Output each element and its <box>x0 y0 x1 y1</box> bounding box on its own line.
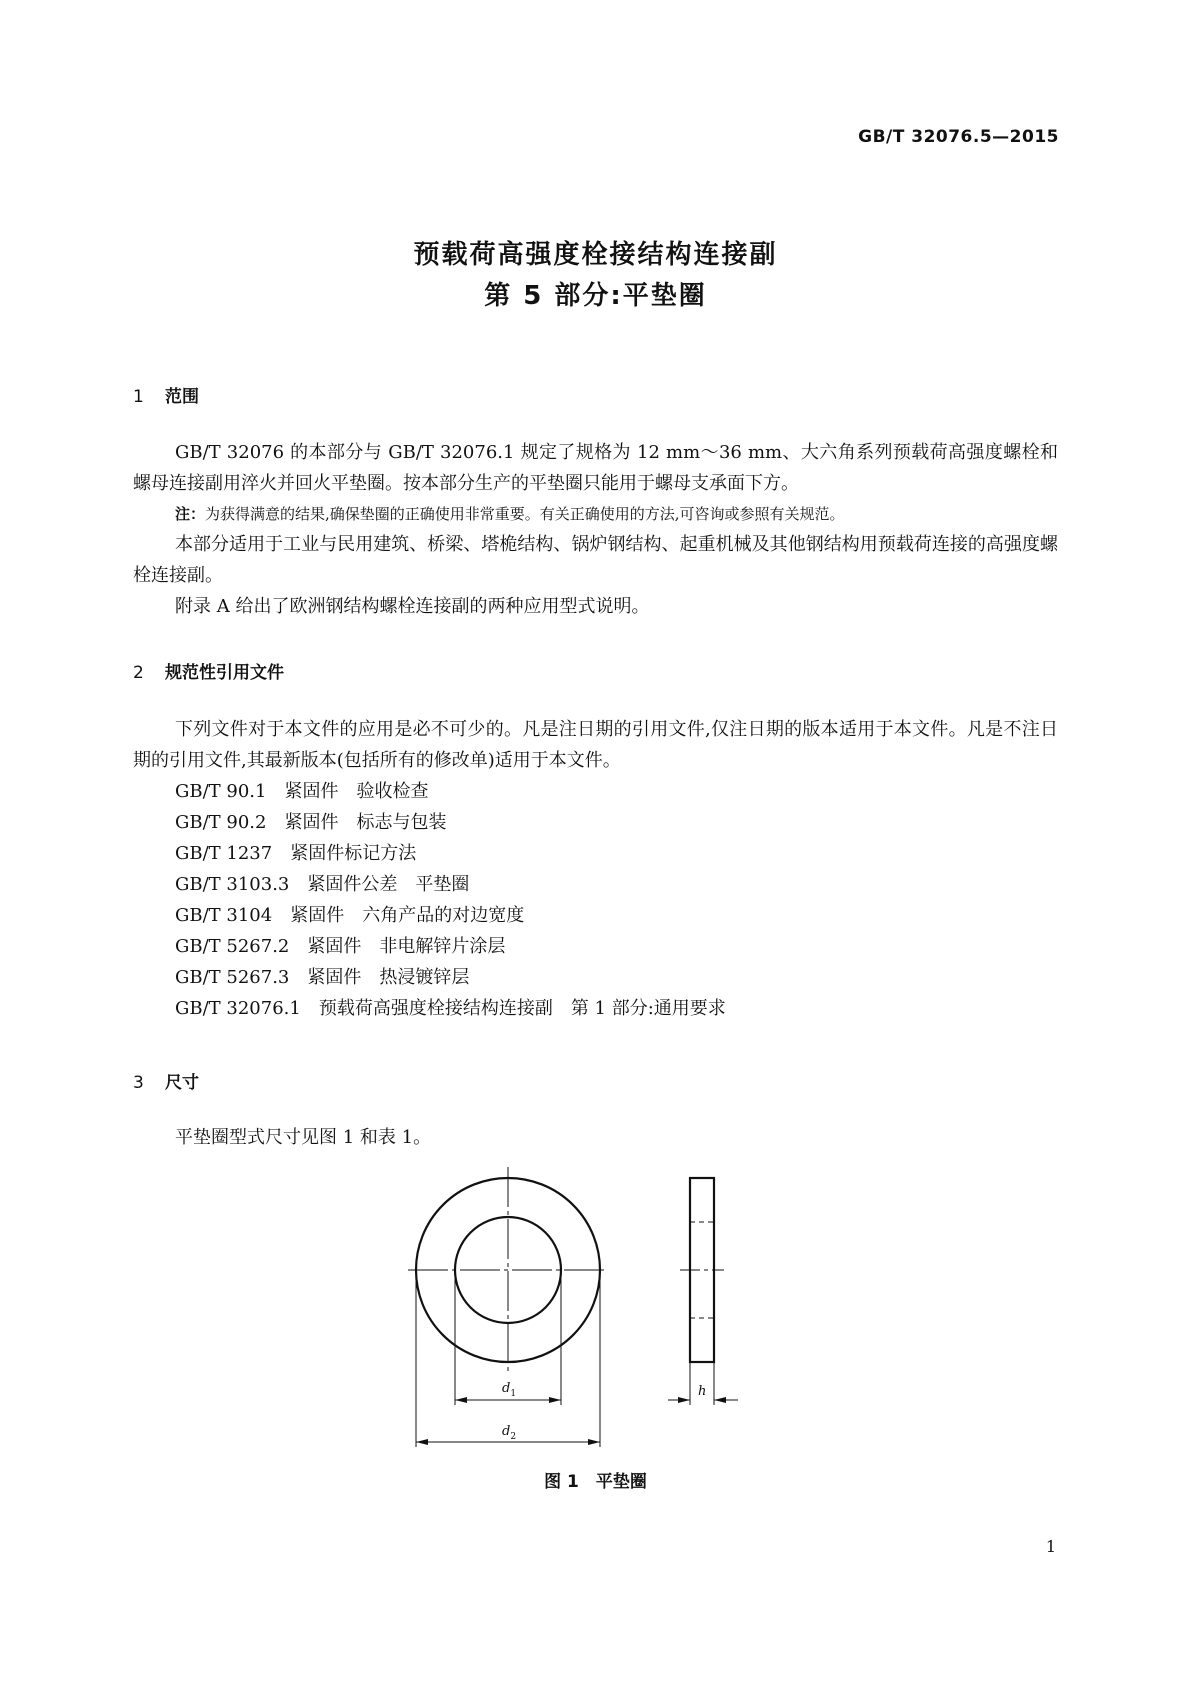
reference-item: GB/T 1237 紧固件标记方法 <box>175 843 417 864</box>
document-subtitle: 第 5 部分:平垫圈 <box>484 281 707 311</box>
arrow-head <box>678 1397 690 1403</box>
section-2-heading <box>133 658 284 683</box>
arrow-head <box>455 1397 467 1403</box>
reference-item: GB/T 32076.1 预载荷高强度栓接结构连接副 第 1 部分:通用要求 <box>175 998 726 1019</box>
flat-washer-drawing <box>400 1165 760 1455</box>
arrow-head <box>416 1439 428 1445</box>
note-label: 注： <box>175 505 206 523</box>
section-1-paragraph-1: GB/T 32076 的本部分与 GB/T 32076.1 规定了规格为 12 mm～36 mm、大六角系列预载荷高强度螺栓和螺母连接副用淬火并回火平垫圈。按本部分生产的平垫圈只能用于螺母支承面下方。 <box>133 442 1058 494</box>
figure-caption: 图 1 平垫圈 <box>544 1472 647 1492</box>
section-2-paragraph-1: 下列文件对于本文件的应用是必不可少的。凡是注日期的引用文件,仅注日期的版本适用于本文件。凡是不注日期的引用文件,其最新版本(包括所有的修改单)适用于本文件。 <box>133 719 1058 771</box>
section-3-paragraph-1: 平垫圈型式尺寸见图 1 和表 1。 <box>175 1127 432 1148</box>
reference-item: GB/T 90.1 紧固件 验收检查 <box>175 781 429 802</box>
reference-item: GB/T 5267.3 紧固件 热浸镀锌层 <box>175 967 470 988</box>
note-text: 为获得满意的结果,确保垫圈的正确使用非常重要。有关正确使用的方法,可咨询或参照有关规范。 <box>205 505 845 523</box>
standard-code: GB/T 32076.5—2015 <box>858 127 1059 147</box>
reference-item: GB/T 90.2 紧固件 标志与包装 <box>175 812 447 833</box>
section-1-note <box>175 503 845 524</box>
section-title: 规范性引用文件 <box>165 663 284 683</box>
section-number: 3 <box>133 1073 144 1093</box>
document-title: 预载荷高强度栓接结构连接副 <box>413 240 778 270</box>
section-number: 1 <box>133 387 144 407</box>
section-number: 2 <box>133 663 144 683</box>
d1-label: $d_1$ <box>502 1381 517 1399</box>
h-label: h <box>698 1384 707 1399</box>
section-title: 范围 <box>165 387 199 407</box>
arrow-head <box>549 1397 561 1403</box>
arrow-head <box>588 1439 600 1445</box>
arrow-head <box>714 1397 726 1403</box>
section-3-heading <box>133 1068 199 1093</box>
normative-references-list <box>175 776 726 1024</box>
reference-item: GB/T 3103.3 紧固件公差 平垫圈 <box>175 874 470 895</box>
page-number: 1 <box>1045 1537 1056 1556</box>
section-1-heading <box>133 382 199 407</box>
section-title: 尺寸 <box>165 1073 199 1093</box>
reference-item: GB/T 3104 紧固件 六角产品的对边宽度 <box>175 905 525 926</box>
reference-item: GB/T 5267.2 紧固件 非电解锌片涂层 <box>175 936 506 957</box>
d2-label: $d_2$ <box>502 1424 517 1442</box>
section-1-paragraph-2: 本部分适用于工业与民用建筑、桥梁、塔桅结构、锅炉钢结构、起重机械及其他钢结构用预载荷连接的高强度螺栓连接副。 <box>133 534 1058 586</box>
section-1-paragraph-3: 附录 A 给出了欧洲钢结构螺栓连接副的两种应用型式说明。 <box>175 596 650 617</box>
